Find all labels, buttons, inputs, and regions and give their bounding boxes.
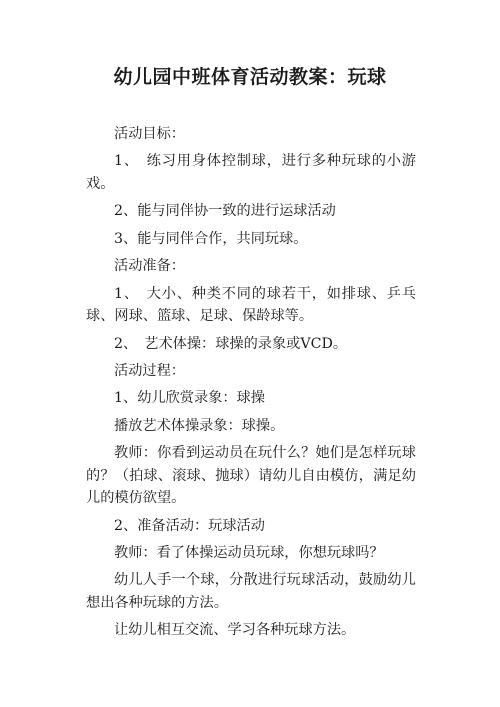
paragraph-process-step-1: 1、幼儿欣赏录象：球操 bbox=[114, 390, 265, 407]
paragraph-process-step-2: 2、准备活动：玩球活动 bbox=[114, 517, 265, 534]
document-title: 幼儿园中班体育活动教案：玩球 bbox=[113, 66, 387, 88]
paragraph-play-video: 播放艺术体操录象：球操。 bbox=[114, 417, 285, 434]
paragraph-goal-1: 1、 练习用身体控制球，进行多种玩球的小游戏。 bbox=[86, 153, 416, 192]
paragraph-prep-1: 1、 大小、种类不同的球若干，如排球、乒乓球、网球、篮球、足球、保龄球等。 bbox=[86, 285, 416, 325]
paragraph-prep-heading: 活动准备： bbox=[114, 258, 185, 275]
paragraph-children-activity: 幼儿人手一个球，分散进行玩球活动，鼓励幼儿想出各种玩球的方法。 bbox=[86, 572, 416, 611]
document-body bbox=[86, 123, 416, 647]
paragraph-goal-2: 2、能与同伴协一致的进行运球活动 bbox=[114, 203, 336, 220]
paragraph-process-heading: 活动过程： bbox=[114, 362, 185, 379]
paragraph-teacher-question-2: 教师：看了体操运动员玩球，你想玩球吗？ bbox=[114, 545, 384, 561]
paragraph-goal-3: 3、能与同伴合作，共同玩球。 bbox=[114, 230, 308, 247]
paragraph-goals-heading: 活动目标： bbox=[114, 126, 185, 142]
paragraph-prep-2: 2、 艺术体操：球操的录象或VCD。 bbox=[114, 335, 348, 352]
paragraph-teacher-question-1: 教师：你看到运动员在玩什么？她们是怎样玩球的？（拍球、滚球、抛球）请幼儿自由模仿，满足幼儿的模仿欲望。 bbox=[86, 445, 416, 507]
paragraph-exchange: 让幼儿相互交流、学习各种玩球方法。 bbox=[114, 622, 356, 639]
